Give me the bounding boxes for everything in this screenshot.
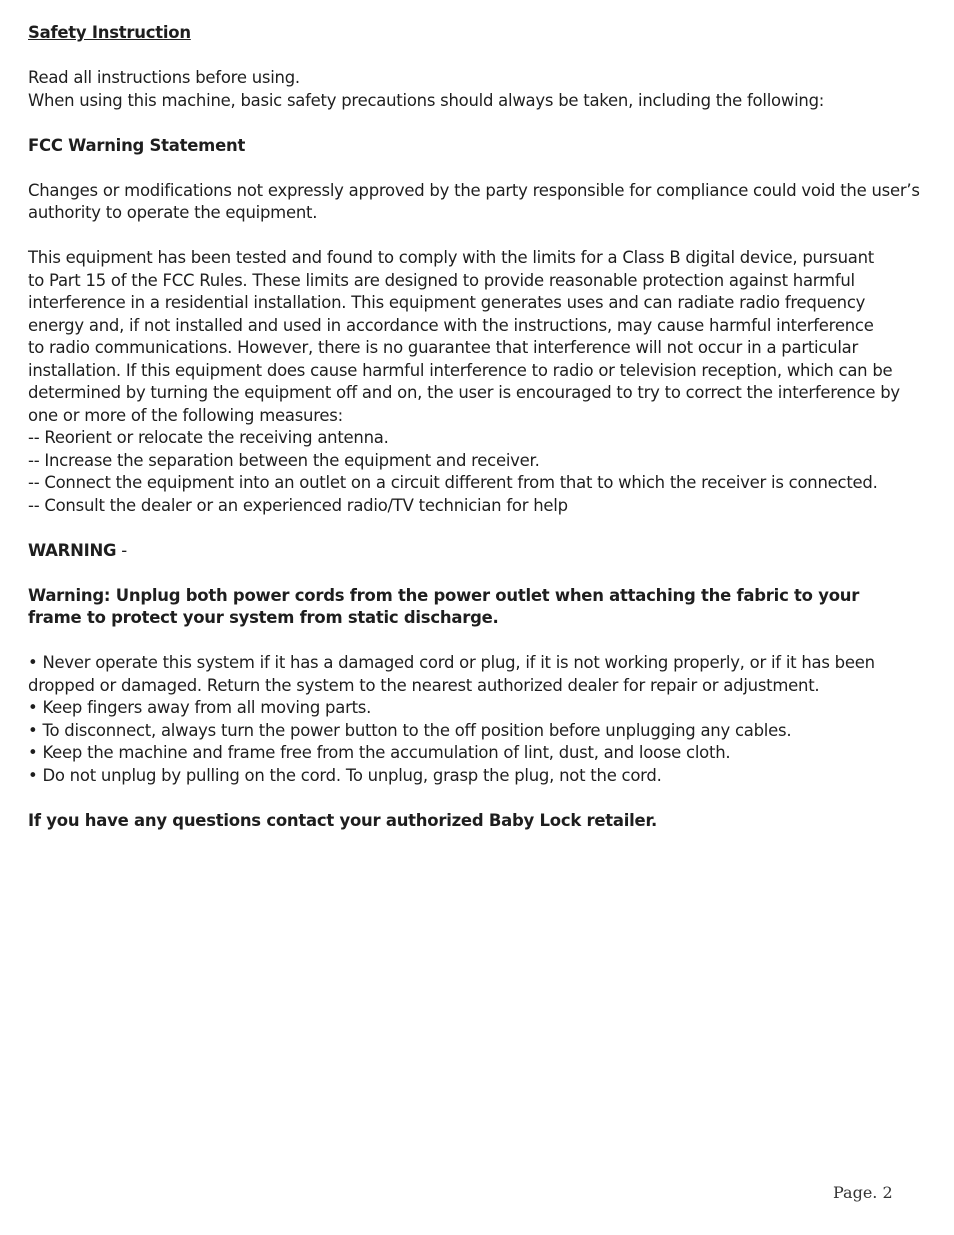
spacer <box>28 225 928 248</box>
bullet-item: • Never operate this system if it has a damaged cord or plug, if it is not working properly, or if it has been <box>28 653 875 672</box>
warning-statement-line: frame to protect your system from static discharge. <box>28 608 499 627</box>
warning-heading <box>28 540 926 563</box>
fcc-line: energy and, if not installed and used in accordance with the instructions, may cause harmful interference <box>28 315 874 335</box>
bullet-item: • Keep fingers away from all moving parts. <box>28 698 372 717</box>
fcc-measure: -- Increase the separation between the equipment and receiver. <box>28 450 540 470</box>
fcc-measure: -- Connect the equipment into an outlet on a circuit different from that to which the receiver is connected. <box>28 473 878 492</box>
bullet-item: • Do not unplug by pulling on the cord. To unplug, grasp the plug, not the cord. <box>28 765 662 785</box>
warning-statement <box>28 585 928 630</box>
spacer <box>28 562 928 585</box>
fcc-line: Changes or modifications not expressly approved by the party responsible for compliance could void the user’s <box>28 180 920 200</box>
spacer <box>28 517 928 540</box>
warning-label: WARNING <box>28 540 117 560</box>
bullet-item-continued: dropped or damaged. Return the system to the nearest authorized dealer for repair or adjustment. <box>28 675 820 695</box>
bullet-item: • Keep the machine and frame free from the accumulation of lint, dust, and loose cloth. <box>28 743 731 762</box>
page-number: Page. 2 <box>833 1183 893 1202</box>
spacer <box>28 630 928 653</box>
intro-paragraph <box>28 67 928 112</box>
warning-dash: - <box>116 540 127 560</box>
closing-note: If you have any questions contact your authorized Baby Lock retailer. <box>28 810 658 830</box>
fcc-line: interference in a residential installation. This equipment generates uses and can radiate radio frequency <box>28 293 866 312</box>
fcc-line: authority to operate the equipment. <box>28 203 318 222</box>
fcc-paragraph-2 <box>28 247 928 517</box>
fcc-line: to radio communications. However, there is no guarantee that interference will not occur in a particular <box>28 338 859 357</box>
bullet-item: • To disconnect, always turn the power button to the off position before unplugging any cables. <box>28 720 792 740</box>
fcc-heading: FCC Warning Statement <box>28 135 246 155</box>
warning-statement-line: Warning: Unplug both power cords from the power outlet when attaching the fabric to your <box>28 585 860 605</box>
spacer <box>28 787 928 810</box>
warning-bullet-list <box>28 652 928 787</box>
spacer <box>28 112 928 135</box>
fcc-line: one or more of the following measures: <box>28 405 343 425</box>
intro-line: When using this machine, basic safety precautions should always be taken, including the following: <box>28 90 825 110</box>
fcc-paragraph-1 <box>28 180 928 225</box>
spacer <box>28 45 928 68</box>
document-body <box>28 22 928 832</box>
fcc-line: to Part 15 of the FCC Rules. These limits are designed to provide reasonable protection against harmful <box>28 270 855 290</box>
page-title: Safety Instruction <box>28 23 191 42</box>
spacer <box>28 157 928 180</box>
fcc-measure: -- Reorient or relocate the receiving antenna. <box>28 428 389 447</box>
fcc-measure: -- Consult the dealer or an experienced radio/TV technician for help <box>28 495 568 515</box>
fcc-line: installation. If this equipment does cause harmful interference to radio or television reception, which can be <box>28 360 893 380</box>
intro-line: Read all instructions before using. <box>28 68 300 87</box>
fcc-line: This equipment has been tested and found to comply with the limits for a Class B digital device, pursuant <box>28 248 875 267</box>
fcc-line: determined by turning the equipment off and on, the user is encouraged to try to correct the interference by <box>28 383 900 402</box>
